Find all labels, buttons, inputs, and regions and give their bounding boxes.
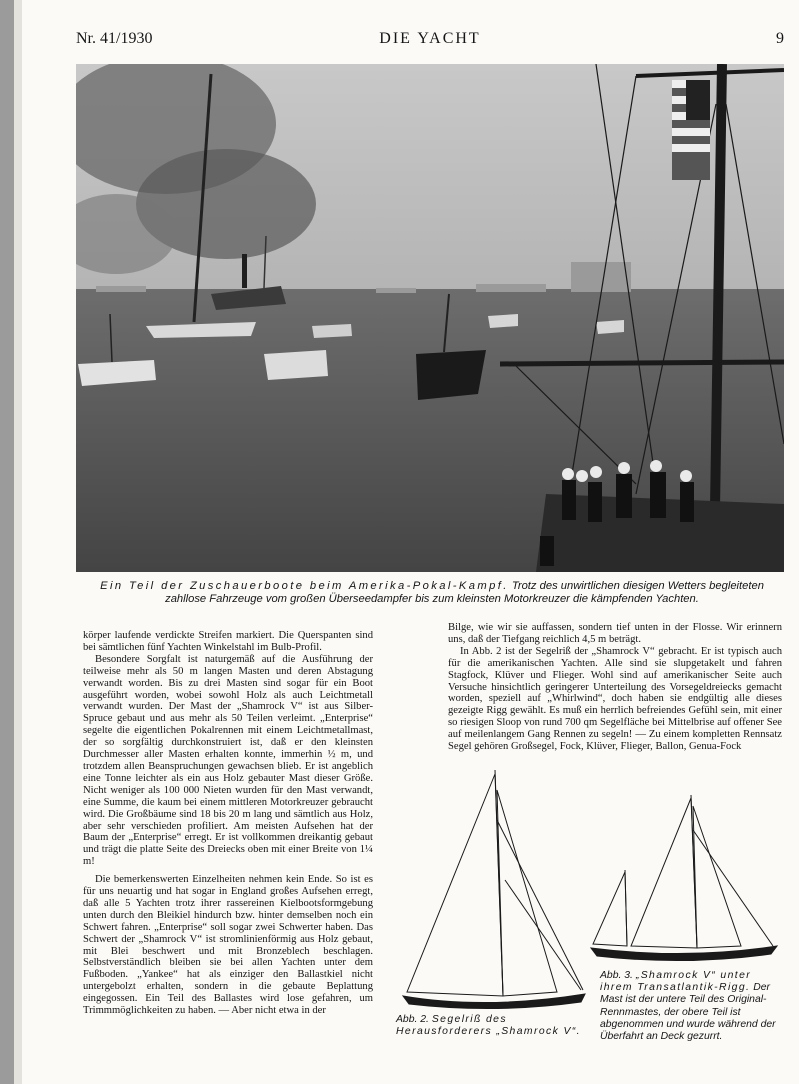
photo-caption-body: Trotz des unwirtlichen diesigen Wetters begleiteten zahllose Fahrzeuge vom großen Überseedampfer bis zum kleinsten Motorkreuzer die kämpfenden Yachten. xyxy=(165,580,764,605)
american-flag xyxy=(672,80,710,180)
figure-3-caption xyxy=(600,970,788,1043)
paragraph: körper laufende verdickte Streifen markiert. Die Querspanten sind bei sämtlichen fünf Yachten Winkelstahl im Bulb-Profil. xyxy=(83,630,373,653)
figure-2-caption xyxy=(396,1014,586,1038)
figure-2-text: Segelriß des Herausforderers „Shamrock V“. xyxy=(396,1014,581,1038)
photo-caption xyxy=(92,580,772,606)
figure-2-label: Abb. 2. xyxy=(396,1014,429,1025)
paragraph: Die bemerkenswerten Einzelheiten nehmen kein Ende. So ist es für uns neuartig und hat sogar in England großes Aufsehen erregt, daß alle 5 Yachten trotz ihrer rassereinen Kielbootsformgebung unten durch den Bleikiel hindurch bzw. hinter demselben noch ein Schwert fahren. „Enterprise“ soll sogar zwei Schwerter haben. Das Schwert der „Shamrock V“ ist stromlinienförmig aus Holz gebaut, mit Blei beschwert und mit Bronzeblech beschlagen. Selbstverständlich bleiben sie bei allen Yachten unter dem Fußboden. „Yankee“ hat als einziger den Ballastkiel nicht untergebolzt erhalten, sondern in die gebaute Beplattung eingegossen. Ein Teil des Ballastes wird lose gefahren, um Trimmmöglichkeiten zu haben. — Aber nicht etwa in der xyxy=(83,874,373,1017)
regatta-photo-drawing xyxy=(76,64,784,572)
page-number: 9 xyxy=(776,30,784,47)
issue-number: Nr. 41/1930 xyxy=(76,30,153,47)
masthead: DIE YACHT xyxy=(379,30,481,47)
page-binding-edge xyxy=(0,0,14,1084)
photo-caption-lead: Ein Teil der Zuschauerboote beim Amerika-Pokal-Kampf. xyxy=(100,580,509,592)
figure-3-title: „Shamrock V“ unter ihrem Transatlantik-Rigg. xyxy=(600,970,752,994)
page-binding-shadow xyxy=(14,0,22,1084)
figure-3-text: Der Mast ist der untere Teil des Original-Rennmastes, der obere Teil ist abgenommen und wurde während der Überfahrt an Deck gezurrt. xyxy=(600,982,776,1043)
running-header xyxy=(76,30,784,52)
shamrock-v-racing-rig-drawing xyxy=(403,770,585,1009)
article-column-left xyxy=(83,630,373,1017)
paragraph: Besondere Sorgfalt ist naturgemäß auf die Ausführung der teilweise mehr als 50 m langen Masten und deren Abstagung verwandt worden. Bis zu drei Masten sind sogar für ein Boot ausgeführt worden, wobei sowohl Holz als auch Leichtmetall verwandt wurden. Der Mast der „Shamrock V“ ist aus Silber-Spruce gebaut und aus mehr als 50 Teilen verleimt. „Enterprise“ segelte die eigentlichen Pokalrennen mit einem Leichtmetallmast, der so sorgfältig durchkonstruiert ist, daß er den kleinsten Durchmesser aller Masten erhalten konnte, immerhin ½ m, und trotzdem allen Beanspruchungen gewachsen blieb. Er ist angeblich eine Tonne leichter als ein aus Holz gebauter Mast dieser Größe. Nicht weniger als 100 000 Nieten wurden für den Mast verwandt, eine Summe, die kaum bei einem mittleren Motorkreuzer gebraucht wird. Die Großbäume sind 18 bis 20 m lang und sämtlich aus Holz, aber sehr verschieden profiliert. Am meisten Aufsehen hat der Baum der „Enterprise“ erregt. Er ist vollkommen dreikantig gebaut und trägt die platte Seite des Dreiecks oben mit einer Breite von 1¼ m! xyxy=(83,653,373,868)
article-column-right xyxy=(448,622,782,753)
figure-3-label: Abb. 3. xyxy=(600,970,633,981)
paragraph: In Abb. 2 ist der Segelriß der „Shamrock V“ gebracht. Er ist typisch auch für die amerikanischen Yachten. Alle sind sie slupgetakelt und fahren Stagfock, Klüver und Flieger. Wohl sind auf amerikanischer Seite auch Versuche hinsichtlich geringerer Unterteilung des Vorsegeldreiecks gemacht worden, speziell auf „Whirlwind“, doch haben sie endgültig alle dieses gezeigte Rigg gewählt. Es muß ein herrlich befreiendes Gefühl sein, mit einer so riesigen Sloop von rund 700 qm Segelfläche bei Mittelbrise auf offener See auf meilenlangem Gang Rennen zu segeln! — Zu einem kompletten Rennsatz Segel gehören Großsegel, Fock, Klüver, Flieger, Ballon, Genua-Fock xyxy=(448,645,782,753)
regatta-photo xyxy=(76,64,784,572)
paragraph: Bilge, wie wir sie auffassen, sondern tief unten in der Flosse. Wir erinnern uns, daß der Tiefgang reichlich 4,5 m beträgt. xyxy=(448,622,782,645)
shamrock-v-transatlantic-rig-drawing xyxy=(591,795,777,961)
